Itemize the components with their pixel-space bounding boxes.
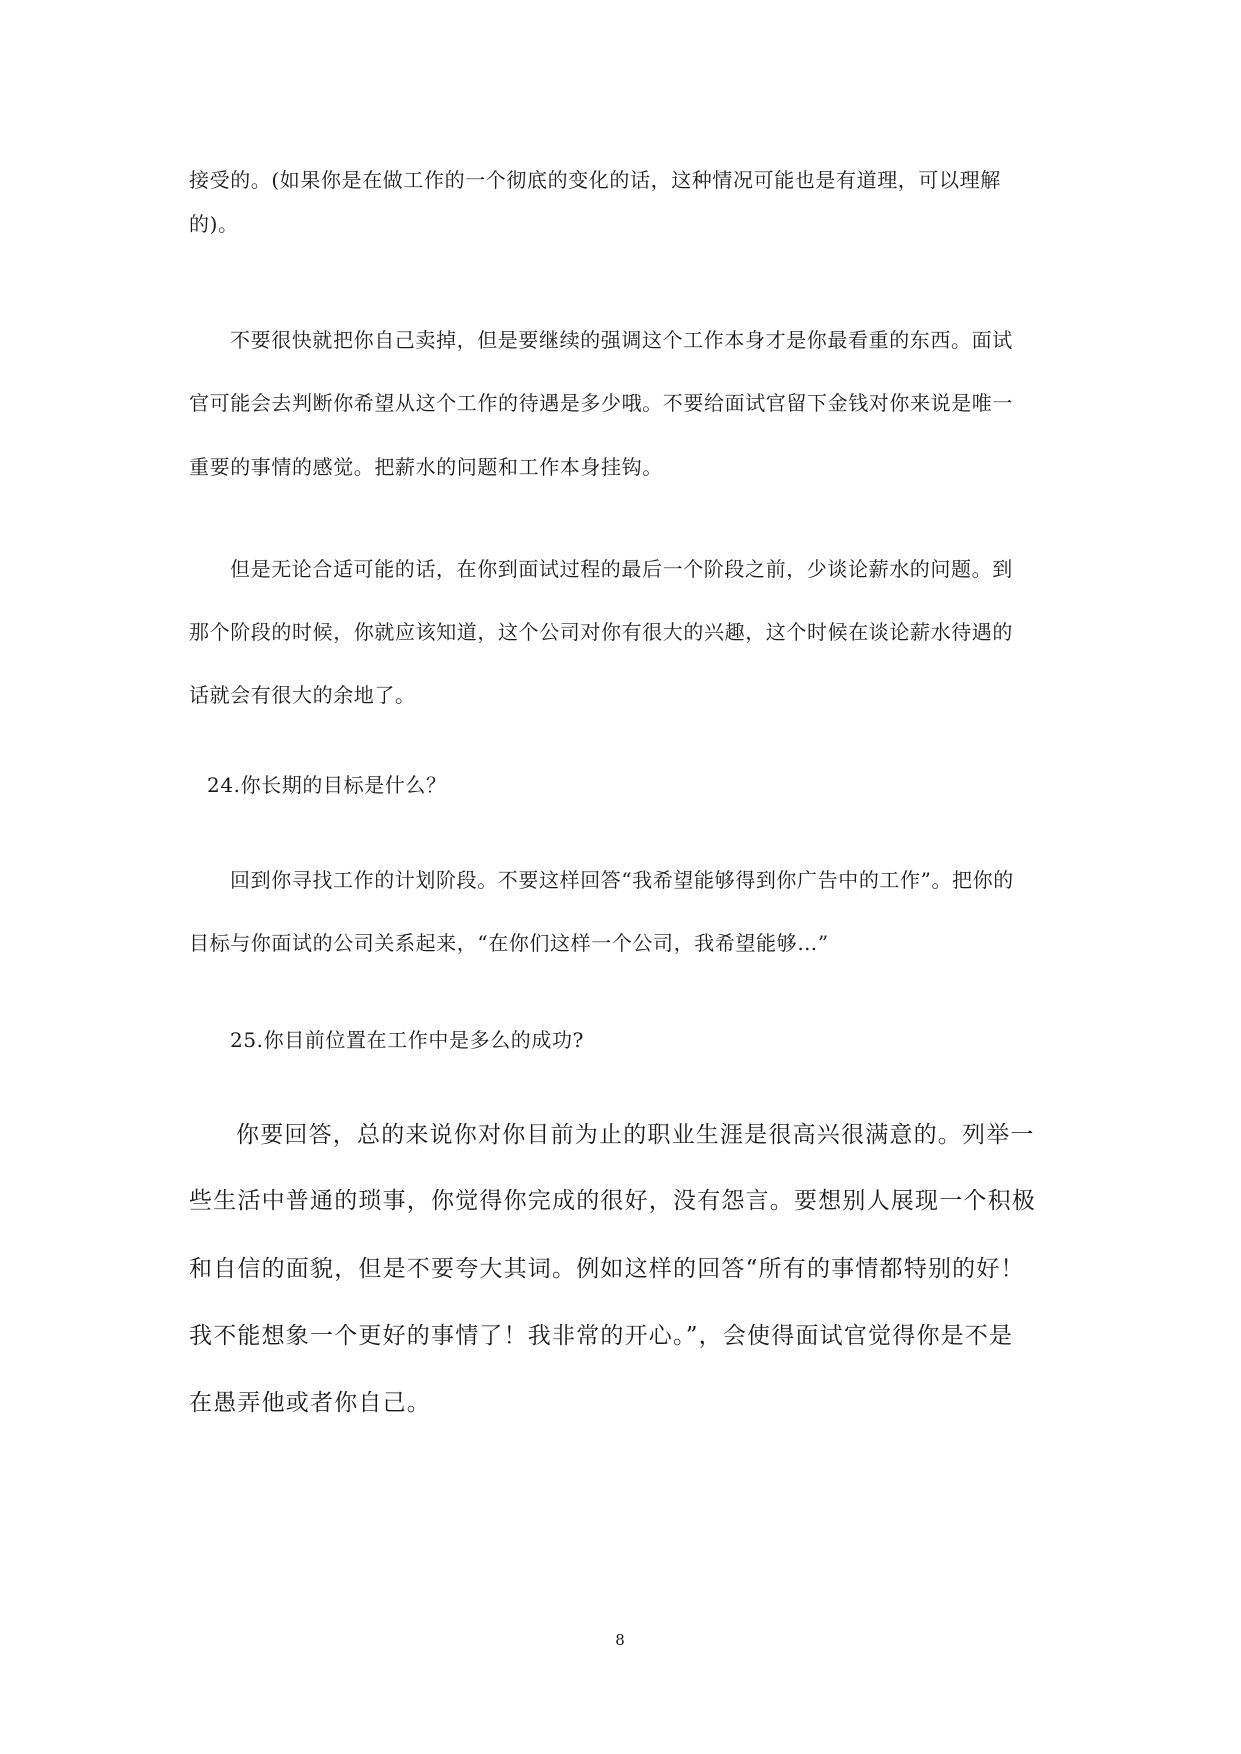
page-number: 8 — [615, 1631, 625, 1649]
paragraph-4-line-1: 回到你寻找工作的计划阶段。不要这样回答“我希望能够得到你广告中的工作”。把你的 — [230, 868, 1014, 892]
paragraph-2-line-3: 重要的事情的感觉。把薪水的问题和工作本身挂钩。 — [189, 455, 663, 479]
paragraph-5-line-1: 你要回答，总的来说你对你目前为止的职业生涯是很高兴很满意的。列举一 — [236, 1122, 1035, 1148]
paragraph-3-line-3: 话就会有很大的余地了。 — [189, 683, 416, 707]
paragraph-5-line-4: 我不能想象一个更好的事情了！我非常的开心。”，会使得面试官觉得你是不是 — [189, 1323, 1014, 1349]
paragraph-4-line-2: 目标与你面试的公司关系起来，“在你们这样一个公司，我希望能够…” — [189, 931, 829, 955]
paragraph-1-line-1: 接受的。(如果你是在做工作的一个彻底的变化的话，这种情况可能也是有道理，可以理解 — [189, 168, 1001, 192]
paragraph-3-line-2: 那个阶段的时候，你就应该知道，这个公司对你有很大的兴趣，这个时候在谈论薪水待遇的 — [189, 620, 1013, 644]
paragraph-2-line-2: 官可能会去判断你希望从这个工作的待遇是多少哦。不要给面试官留下金钱对你来说是唯一 — [189, 391, 1013, 415]
paragraph-2-line-1: 不要很快就把你自己卖掉，但是要继续的强调这个工作本身才是你最看重的东西。面试 — [230, 328, 1013, 352]
paragraph-1-line-2: 的)。 — [189, 212, 239, 236]
paragraph-3-line-1: 但是无论合适可能的话，在你到面试过程的最后一个阶段之前，少谈论薪水的问题。到 — [230, 557, 1013, 581]
paragraph-5-line-5: 在愚弄他或者你自己。 — [189, 1390, 431, 1416]
question-25-heading: 25.你目前位置在工作中是多么的成功? — [230, 1028, 584, 1052]
question-24-heading: 24.你长期的目标是什么？ — [207, 773, 447, 797]
paragraph-5-line-2: 些生活中普通的琐事，你觉得你完成的很好，没有怨言。要想别人展现一个积极 — [189, 1188, 1036, 1214]
paragraph-5-line-3: 和自信的面貌，但是不要夸大其词。例如这样的回答“所有的事情都特别的好！ — [189, 1256, 1025, 1282]
